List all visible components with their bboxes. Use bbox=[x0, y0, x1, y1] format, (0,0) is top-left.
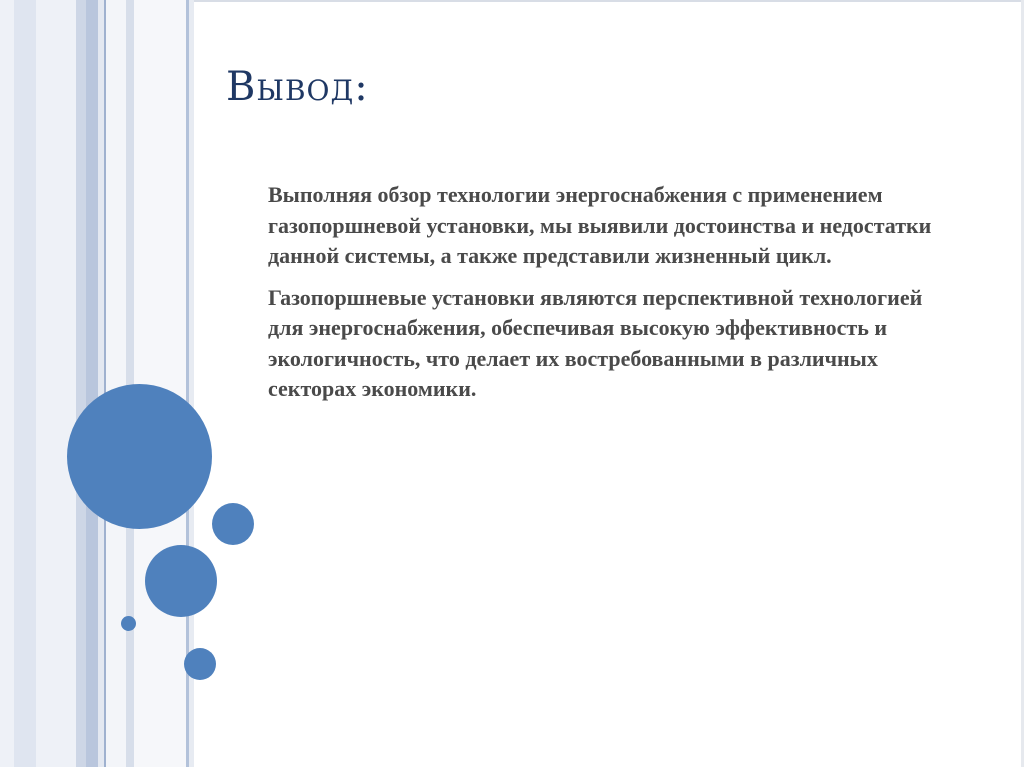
decorative-stripe bbox=[0, 0, 14, 767]
decorative-circle-large bbox=[67, 384, 212, 529]
body-paragraph: Газопоршневые установки являются перспективной технологией для энергоснабжения, обеспечивая высокую эффективность и экологичность, что делает их востребованными в различных секторах экономики. bbox=[268, 284, 923, 401]
decorative-circle-small bbox=[121, 616, 136, 631]
decorative-stripe bbox=[86, 0, 98, 767]
decorative-circle bbox=[184, 648, 216, 680]
decorative-circle bbox=[145, 545, 217, 617]
slide-body bbox=[268, 180, 958, 416]
decorative-stripe bbox=[76, 0, 86, 767]
decorative-stripe bbox=[36, 0, 76, 767]
decorative-circle bbox=[212, 503, 254, 545]
slide-title: Вывод: bbox=[226, 64, 369, 110]
decorative-stripe bbox=[106, 0, 126, 767]
body-paragraph: Выполняя обзор технологии энергоснабжения с применением газопоршневой установки, мы выявили достоинства и недостатки данной системы, а также представили жизненный цикл. bbox=[268, 182, 932, 268]
decorative-stripe bbox=[14, 0, 36, 767]
